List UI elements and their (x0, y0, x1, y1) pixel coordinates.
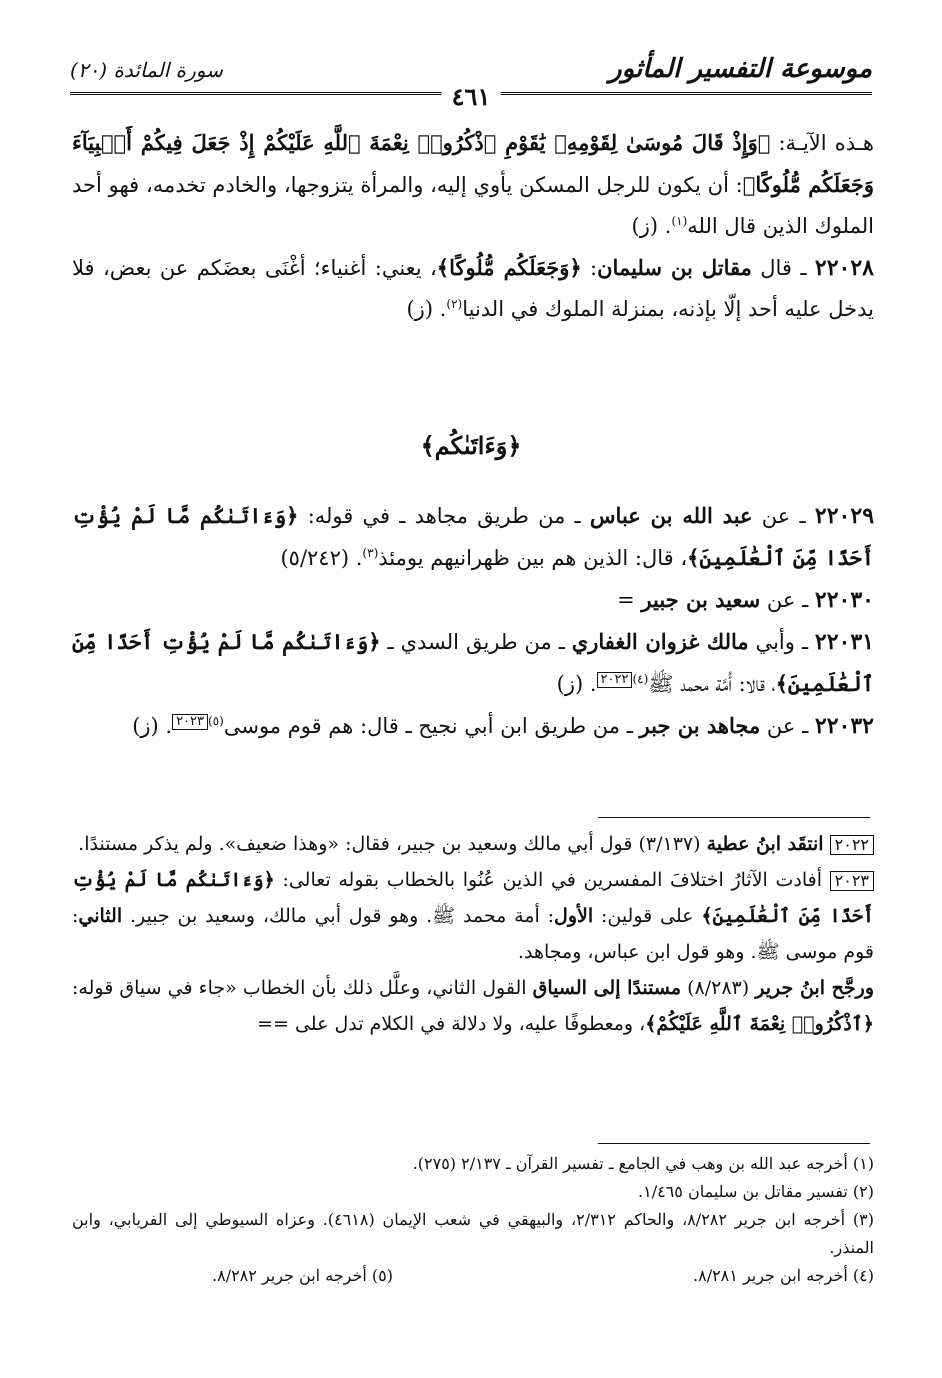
note-text: على قولين: (593, 905, 702, 927)
verse: ﴿وَءَاتَىٰكُم مَّا لَمْ يُؤْتِ أَحَدًا مِّنَ ٱلْعَٰلَمِينَ﴾ (72, 629, 874, 696)
source-tag: . (ز) (556, 672, 597, 696)
footnote-1: (١) أخرجه عبد الله بن وهب في الجامع ـ تفسير القرآن ـ ٢/١٣٧ (٢٧٥). (412, 1154, 874, 1173)
surah-label: سورة المائدة (٢٠) (70, 58, 223, 82)
footnote-ref: (٢) (446, 297, 463, 311)
footnote-5: (٥) أخرجه ابن جرير ٨/٢٨٢. (212, 1266, 393, 1285)
note-ref-box[interactable]: ٢٠٢٣ (172, 714, 208, 730)
footnote-2: (٢) تفسير مقاتل بن سليمان ١/٤٦٥. (638, 1182, 874, 1201)
entry-number: ٢٢٠٢٩ (814, 503, 875, 529)
note-text: : قوم موسى ﷺ. وهو قول ابن عباس، ومجاهد. (72, 905, 874, 963)
source-tag: . (ز) (631, 214, 672, 238)
page-header (70, 50, 872, 111)
entry-text: ، قالا: أُمَّة محمد ﷺ (648, 672, 776, 696)
narrator-name: مقاتل بن سليمان (597, 255, 752, 280)
note-text: ، ومعطوفًا عليه، ولا دلالة في الكلام تدل على == (257, 1013, 646, 1035)
lead-text: هـذه الآيـة: (770, 131, 874, 155)
scholar-name: ورجَّح ابنُ جرير (755, 977, 875, 999)
scholar-name: انتقَد ابنُ عطية (706, 833, 824, 855)
footnote-row (72, 1262, 874, 1290)
entry-22028 (72, 247, 874, 330)
entry-connector: ـ قال (751, 256, 815, 280)
opinion-label: الثاني (78, 905, 123, 927)
narrator-name: مجاهد بن جبر (639, 713, 761, 738)
verse: ﴿وَإِذْ قَالَ مُوسَىٰ لِقَوْمِهِۦ يَٰقَوْمِ ٱذْكُرُوا۟ نِعْمَةَ ٱللَّهِ عَلَيْكُمْ إِذْ جَعَلَ فِيكُمْ أَنۢبِيَآءَ وَجَعَلَكُم مُّلُوكًا﴾ (72, 130, 875, 197)
footnotes (72, 1150, 874, 1290)
narrator-name: سعيد بن جبير (641, 587, 761, 612)
entry-number: ٢٢٠٣٠ (814, 587, 874, 613)
main-text-top (72, 122, 874, 330)
entry-22032 (72, 705, 874, 747)
footnote-3: (٣) أخرجه ابن جرير ٨/٢٨٢، والحاكم ٢/٣١٢، والبيهقي في شعب الإيمان (٤٦١٨). وعزاه السيوطي إلى الفريابي، وابن المنذر. (72, 1210, 875, 1257)
commentary-notes (72, 826, 874, 1042)
paragraph-intro (72, 122, 874, 247)
entry-text: ـ من طريق ابن أبي نجيح ـ قال: هم قوم موسى (223, 714, 640, 738)
note-2023 (72, 862, 874, 970)
notes-separator (598, 817, 870, 818)
entry-text: ـ من طريق مجاهد ـ في قوله: (298, 504, 590, 528)
note-text: أفادت الآثارُ اختلافَ المفسرين في الذين عُنُوا بالخطاب بقوله تعالى: (274, 869, 830, 891)
section-heading: ﴿وَءَاتَىٰكُم﴾ (420, 431, 522, 460)
note-text: (٣/١٣٧) قول أبي مالك وسعيد بن جبير، فقال: «وهذا ضعيف». ولم يذكر مستندًا. (78, 833, 707, 855)
note-number-box: ٢٠٢٣ (830, 871, 874, 891)
footnote-ref: (١) (671, 214, 688, 228)
main-text-bottom (72, 495, 874, 747)
narrator-name: عبد الله بن عباس (589, 503, 753, 528)
source-ref: . (٥/٢٤٢) (280, 546, 363, 570)
entry-text: ، قال: الذين هم بين ظهرانيهم يومئذ (378, 546, 688, 570)
basis-label: مستندًا إلى السياق (532, 977, 682, 999)
narrator-name: مالك غزوان الغفاري (571, 629, 749, 654)
entry-number: ٢٢٠٣١ (814, 629, 874, 655)
footnotes-separator (598, 1143, 870, 1144)
entry-text: ـ من طريق السدي ـ (380, 630, 572, 654)
book-title: موسوعة التفسير المأثور (609, 54, 872, 84)
entry-connector: ـ وأبي (748, 630, 815, 654)
footnote-ref: (٣) (362, 546, 379, 560)
footnote-4: (٤) أخرجه ابن جرير ٨/٢٨١. (693, 1266, 874, 1285)
entry-22029 (72, 495, 874, 579)
footnote-ref: (٥) (208, 714, 224, 728)
verse: ﴿وَءَاتَىٰكُم مَّا لَمْ يُؤْتِ أَحَدًا مِّنَ ٱلْعَٰلَمِينَ﴾ (72, 869, 874, 927)
continuation-mark: = (617, 588, 642, 612)
entry-22030 (72, 579, 874, 621)
entry-connector: ـ عن (760, 588, 815, 612)
entry-colon: : (581, 256, 598, 280)
note-text: القول الثاني، وعلَّل ذلك بأن الخطاب «جاء في سياق قوله: (72, 977, 533, 999)
paragraph-text: : أن يكون للرجل المسكن يأوي إليه، والمرأة يتزوجها، والخادم تخدمه، فهو أحد الملوك الذين قال الله (72, 173, 874, 238)
entry-number: ٢٢٠٢٨ (814, 255, 874, 281)
opinion-label: الأول (554, 905, 594, 927)
entry-connector: ـ عن (760, 714, 815, 738)
entry-text: ، يعني: أغنياء؛ أغْنَى بعضَكم عن بعض، فلا يدخل عليه أحد إلّا بإذنه، بمنزلة الملوك في الدنيا (72, 256, 874, 321)
page-number: ٤٦١ (442, 82, 501, 111)
note-ref: (٨/٢٨٣) (681, 977, 756, 999)
note-2022 (72, 826, 874, 862)
note-ref-box[interactable]: ٢٠٢٢ (597, 672, 633, 688)
entry-connector: ـ عن (752, 504, 815, 528)
source-tag: . (ز) (406, 297, 447, 321)
source-tag: . (ز) (132, 714, 173, 738)
note-text: : أمة محمد ﷺ. وهو قول أبي مالك، وسعيد بن جبير. (122, 905, 555, 927)
verse: ﴿ٱذْكُرُوا۟ نِعْمَةَ ٱللَّهِ عَلَيْكُمْ﴾ (645, 1013, 874, 1035)
entry-22031 (72, 621, 874, 705)
note-preference (72, 970, 874, 1042)
verse: ﴿وَجَعَلَكُم مُّلُوكًا﴾ (436, 255, 582, 280)
verse: ﴿وَءَاتَىٰكُم مَّا لَمْ يُؤْتِ أَحَدًا مِّنَ ٱلْعَٰلَمِينَ﴾ (72, 503, 874, 570)
entry-number: ٢٢٠٣٢ (814, 713, 874, 739)
footnote-ref: (٤) (632, 672, 649, 686)
note-number-box: ٢٠٢٢ (830, 835, 874, 855)
